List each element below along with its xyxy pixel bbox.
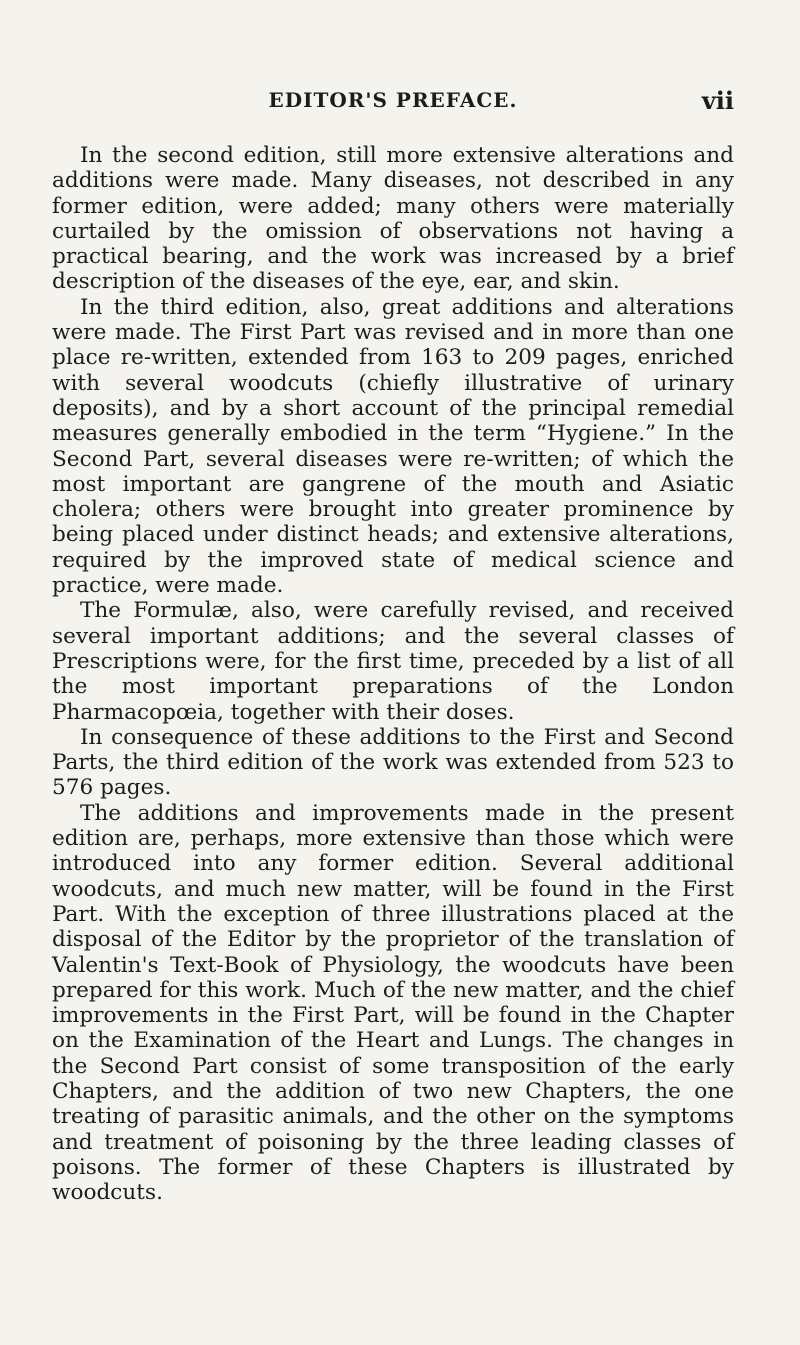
paragraph-formulae: The Formulæ, also, were carefully revised, and received several important additions; and the several classes of Prescriptions were, for the first time, preceded by a list of all the most important preparations of the London Pharmacopœia, together with their doses. bbox=[52, 598, 734, 725]
running-head bbox=[52, 88, 734, 118]
paragraph-present-edition: The additions and improvements made in the present edition are, perhaps, more extensive than those which were introduced into any former edition. Several additional woodcuts, and much new matter, will be found in the First Part. With the exception of three illustrations placed at the disposal of the Editor by the proprietor of the translation of Valentin's Text-Book of Physiology, the woodcuts have been prepared for this work. Much of the new matter, and the chief improvements in the First Part, will be found in the Chapter on the Examination of the Heart and Lungs. The changes in the Second Part consist of some transposition of the early Chapters, and the addition of two new Chapters, the one treating of parasitic animals, and the other on the symptoms and treatment of poisoning by the three leading classes of poisons. The former of these Chapters is illustrated by woodcuts. bbox=[52, 800, 734, 1206]
running-title: EDITOR'S PREFACE. bbox=[268, 88, 518, 112]
body-text bbox=[52, 143, 734, 1205]
paragraph-second-edition: In the second edition, still more extensive alterations and additions were made. Many diseases, not described in any former edition, were added; many others were materially curtailed by the omission of observations not having a practical bearing, and the work was increased by a brief description of the diseases of the eye, ear, and skin. bbox=[52, 143, 734, 295]
paragraph-consequence: In consequence of these additions to the First and Second Parts, the third edition of the work was extended from 523 to 576 pages. bbox=[52, 724, 734, 801]
page-number: vii bbox=[701, 86, 734, 115]
paragraph-third-edition: In the third edition, also, great additions and alterations were made. The First Part was revised and in more than one place re-written, extended from 163 to 209 pages, enriched with several woodcuts (chiefly illustrative of urinary deposits), and by a short account of the principal remedial measures generally embodied in the term “Hygiene.” In the Second Part, several diseases were re-written; of which the most important are gangrene of the mouth and Asiatic cholera; others were brought into greater prominence by being placed under distinct heads; and extensive alterations, required by the improved state of medical science and practice, were made. bbox=[52, 294, 734, 599]
